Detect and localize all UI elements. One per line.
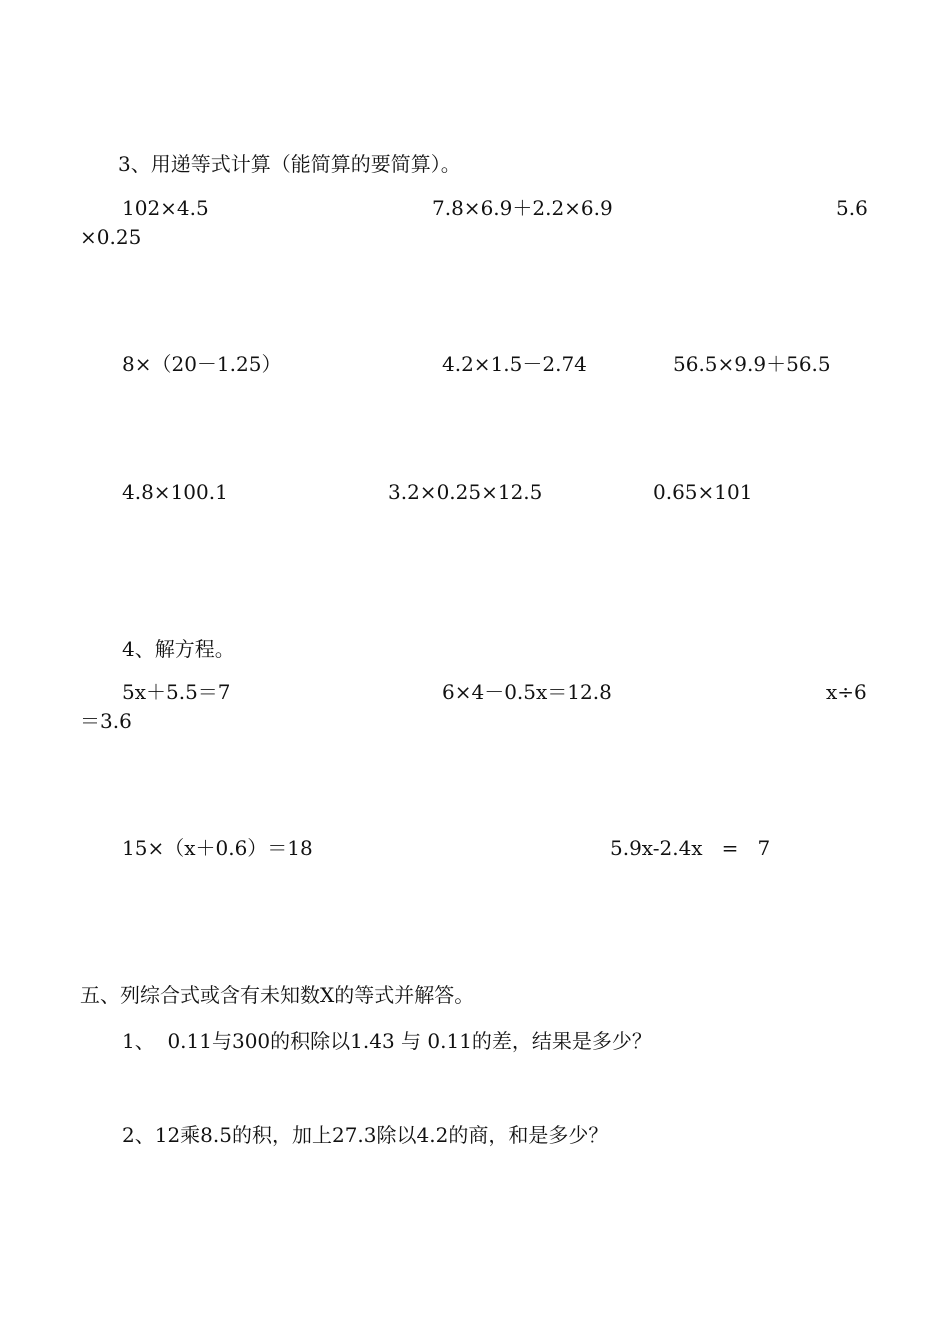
calc-problem: 102×4.5 <box>122 196 209 220</box>
calc-problem: 3.2×0.25×12.5 <box>388 480 543 504</box>
calc-problem: 8×（20－1.25） <box>122 352 282 376</box>
equation: 5x＋5.5＝7 <box>122 680 231 704</box>
equation-part1: x÷6 <box>826 680 867 704</box>
section3-heading: 3、用递等式计算（能简算的要简算）。 <box>118 152 461 176</box>
calc-problem-part2: ×0.25 <box>80 225 142 249</box>
calc-problem-part1: 5.6 <box>836 196 868 220</box>
calc-problem: 56.5×9.9＋56.5 <box>673 352 831 376</box>
equation: 15×（x＋0.6）＝18 <box>122 836 313 860</box>
calc-problem: 0.65×101 <box>653 480 753 504</box>
equation: 5.9x-2.4x = 7 <box>610 836 771 860</box>
word-problem-1: 1、 0.11与300的积除以1.43 与 0.11的差，结果是多少？ <box>122 1029 652 1053</box>
calc-problem: 7.8×6.9＋2.2×6.9 <box>432 196 613 220</box>
calc-problem: 4.2×1.5－2.74 <box>442 352 587 376</box>
section4-heading: 4、解方程。 <box>122 637 235 661</box>
equation: 6×4－0.5x＝12.8 <box>442 680 612 704</box>
word-problem-2: 2、12乘8.5的积，加上27.3除以4.2的商，和是多少？ <box>122 1123 609 1147</box>
calc-problem: 4.8×100.1 <box>122 480 228 504</box>
equation-part2: ＝3.6 <box>80 709 132 733</box>
section5-heading: 五、列综合式或含有未知数X的等式并解答。 <box>80 983 475 1007</box>
